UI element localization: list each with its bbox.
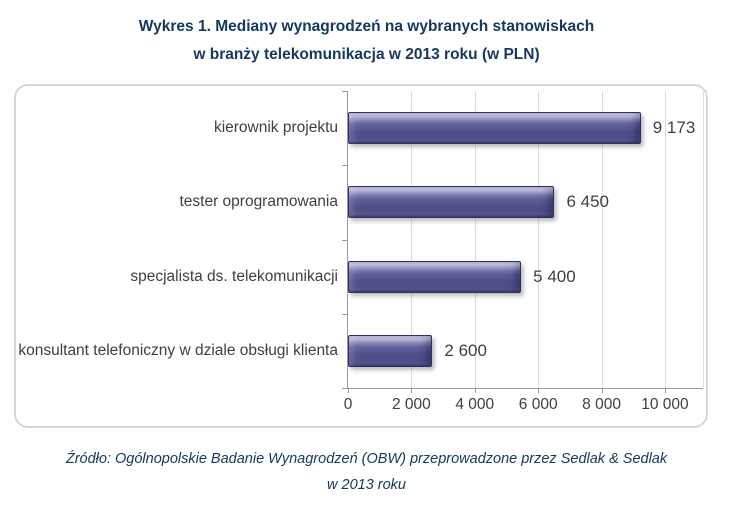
chart-title-line1: Wykres 1. Mediany wynagrodzeń na wybranych stanowiskach xyxy=(138,18,595,35)
source-note-line1: Źródło: Ogólnopolskie Badanie Wynagrodzeń (OBW) przeprowadzone przez Sedlak & Sedlak xyxy=(65,451,668,467)
plot-area xyxy=(18,91,703,413)
x-axis-tick xyxy=(475,388,476,393)
bar-value-label: 6 450 xyxy=(566,192,609,212)
category-label: kierownik projektu xyxy=(213,119,338,137)
bar-value-label: 9 173 xyxy=(652,118,696,138)
bar-row xyxy=(348,165,703,239)
category-label: konsultant telefoniczny w dziale obsługi klienta xyxy=(18,341,338,359)
y-axis-tick xyxy=(342,165,347,166)
x-axis-tick-label: 2 000 xyxy=(391,396,431,413)
y-axis-tick xyxy=(342,314,347,315)
chart-title-line2: w branży telekomunikacja w 2013 roku (w PLN) xyxy=(193,46,540,63)
bar-3 xyxy=(348,261,576,293)
chart-frame xyxy=(14,84,708,428)
y-axis-tick xyxy=(342,91,347,92)
chart-title xyxy=(0,13,733,69)
y-axis-tick xyxy=(342,388,347,389)
bar-value-label: 2 600 xyxy=(444,340,487,360)
x-axis-tick-label: 6 000 xyxy=(518,396,558,413)
bar-row xyxy=(348,240,703,314)
source-note xyxy=(0,446,733,498)
x-axis-tick xyxy=(538,388,539,393)
x-axis-tick-label: 0 xyxy=(343,396,353,413)
category-label: tester oprogramowania xyxy=(179,193,338,211)
bar-value-label: 5 400 xyxy=(533,266,576,286)
source-note-line2: w 2013 roku xyxy=(327,477,406,493)
y-axis-tick xyxy=(342,240,347,241)
x-axis-tick-label: 10 000 xyxy=(641,396,689,413)
x-axis-tick xyxy=(602,388,603,393)
x-axis-tick xyxy=(348,388,349,393)
bar-4 xyxy=(348,335,487,367)
plot-right-border xyxy=(703,91,704,388)
bar-2 xyxy=(348,186,609,218)
x-axis-tick xyxy=(665,388,666,393)
x-axis-tick-label: 8 000 xyxy=(582,396,621,413)
bar-row xyxy=(348,91,703,165)
category-label: specjalista ds. telekomunikacji xyxy=(130,267,338,285)
x-axis-tick-label: 4 000 xyxy=(455,396,495,413)
x-axis-tick xyxy=(411,388,412,393)
bar-row xyxy=(348,314,703,388)
bar-1 xyxy=(348,112,696,144)
